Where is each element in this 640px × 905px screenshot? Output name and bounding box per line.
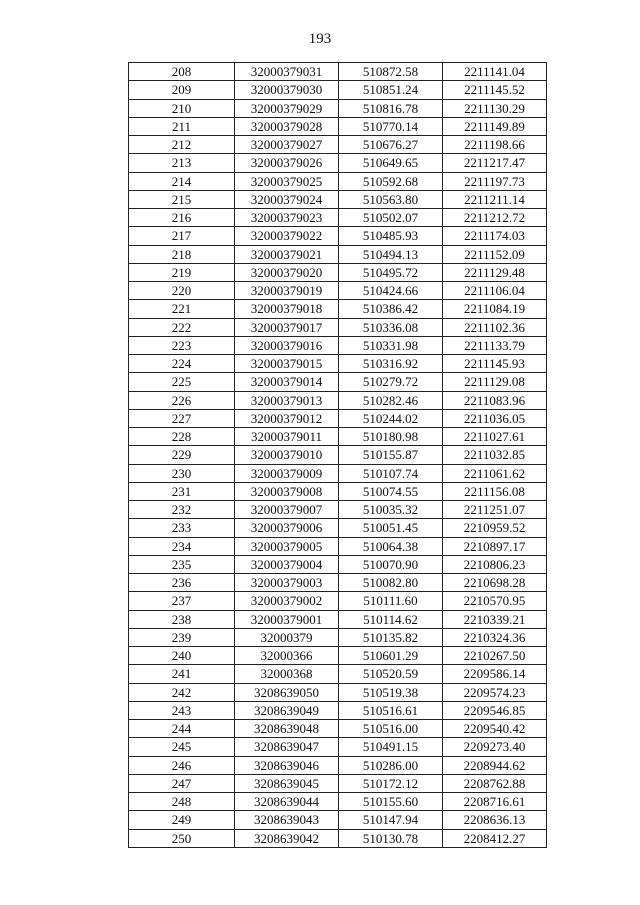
x-coordinate-cell: 510064.38	[339, 537, 443, 555]
row-number-cell: 211	[129, 117, 235, 135]
y-coordinate-cell: 2211032.85	[443, 446, 547, 464]
point-id-cell: 32000368	[235, 665, 339, 683]
table-row	[129, 610, 547, 628]
table-row	[129, 154, 547, 172]
x-coordinate-cell: 510180.98	[339, 428, 443, 446]
y-coordinate-cell: 2211152.09	[443, 245, 547, 263]
y-coordinate-cell: 2211211.14	[443, 190, 547, 208]
x-coordinate-cell: 510155.60	[339, 793, 443, 811]
row-number-cell: 208	[129, 63, 235, 81]
table-body	[129, 63, 547, 848]
table-row	[129, 683, 547, 701]
x-coordinate-cell: 510502.07	[339, 209, 443, 227]
x-coordinate-cell: 510563.80	[339, 190, 443, 208]
point-id-cell: 32000379013	[235, 391, 339, 409]
point-id-cell: 32000379015	[235, 355, 339, 373]
row-number-cell: 240	[129, 647, 235, 665]
row-number-cell: 244	[129, 720, 235, 738]
point-id-cell: 32000379031	[235, 63, 339, 81]
table-row	[129, 263, 547, 281]
row-number-cell: 233	[129, 519, 235, 537]
y-coordinate-cell: 2210698.28	[443, 574, 547, 592]
table-row	[129, 501, 547, 519]
table-row	[129, 738, 547, 756]
table-row	[129, 756, 547, 774]
row-number-cell: 221	[129, 300, 235, 318]
x-coordinate-cell: 510107.74	[339, 464, 443, 482]
y-coordinate-cell: 2208412.27	[443, 829, 547, 847]
row-number-cell: 246	[129, 756, 235, 774]
point-id-cell: 32000379016	[235, 336, 339, 354]
y-coordinate-cell: 2211212.72	[443, 209, 547, 227]
row-number-cell: 227	[129, 409, 235, 427]
y-coordinate-cell: 2209574.23	[443, 683, 547, 701]
table-row	[129, 555, 547, 573]
y-coordinate-cell: 2210267.50	[443, 647, 547, 665]
row-number-cell: 249	[129, 811, 235, 829]
point-id-cell: 3208639043	[235, 811, 339, 829]
point-id-cell: 32000379020	[235, 263, 339, 281]
x-coordinate-cell: 510135.82	[339, 628, 443, 646]
table-row	[129, 245, 547, 263]
row-number-cell: 245	[129, 738, 235, 756]
row-number-cell: 216	[129, 209, 235, 227]
x-coordinate-cell: 510872.58	[339, 63, 443, 81]
x-coordinate-cell: 510601.29	[339, 647, 443, 665]
y-coordinate-cell: 2211102.36	[443, 318, 547, 336]
table-row	[129, 701, 547, 719]
table-row	[129, 464, 547, 482]
page-number: 193	[308, 31, 332, 47]
table-row	[129, 665, 547, 683]
x-coordinate-cell: 510495.72	[339, 263, 443, 281]
row-number-cell: 243	[129, 701, 235, 719]
point-id-cell: 32000366	[235, 647, 339, 665]
point-id-cell: 3208639045	[235, 774, 339, 792]
table-row	[129, 628, 547, 646]
point-id-cell: 3208639046	[235, 756, 339, 774]
point-id-cell: 32000379019	[235, 282, 339, 300]
y-coordinate-cell: 2211251.07	[443, 501, 547, 519]
y-coordinate-cell: 2211133.79	[443, 336, 547, 354]
table-row	[129, 811, 547, 829]
point-id-cell: 32000379011	[235, 428, 339, 446]
x-coordinate-cell: 510649.65	[339, 154, 443, 172]
table-row	[129, 519, 547, 537]
point-id-cell: 3208639049	[235, 701, 339, 719]
x-coordinate-cell: 510286.00	[339, 756, 443, 774]
x-coordinate-cell: 510244.02	[339, 409, 443, 427]
x-coordinate-cell: 510070.90	[339, 555, 443, 573]
x-coordinate-cell: 510336.08	[339, 318, 443, 336]
point-id-cell: 32000379024	[235, 190, 339, 208]
x-coordinate-cell: 510494.13	[339, 245, 443, 263]
x-coordinate-cell: 510592.68	[339, 172, 443, 190]
x-coordinate-cell: 510770.14	[339, 117, 443, 135]
point-id-cell: 32000379001	[235, 610, 339, 628]
table-row	[129, 428, 547, 446]
x-coordinate-cell: 510316.92	[339, 355, 443, 373]
table-row	[129, 99, 547, 117]
point-id-cell: 3208639048	[235, 720, 339, 738]
point-id-cell: 32000379	[235, 628, 339, 646]
y-coordinate-cell: 2208762.88	[443, 774, 547, 792]
x-coordinate-cell: 510516.00	[339, 720, 443, 738]
y-coordinate-cell: 2209546.85	[443, 701, 547, 719]
row-number-cell: 232	[129, 501, 235, 519]
row-number-cell: 223	[129, 336, 235, 354]
x-coordinate-cell: 510279.72	[339, 373, 443, 391]
table-row	[129, 209, 547, 227]
x-coordinate-cell: 510282.46	[339, 391, 443, 409]
table-row	[129, 409, 547, 427]
x-coordinate-cell: 510035.32	[339, 501, 443, 519]
x-coordinate-cell: 510111.60	[339, 592, 443, 610]
table-row	[129, 190, 547, 208]
row-number-cell: 247	[129, 774, 235, 792]
y-coordinate-cell: 2209540.42	[443, 720, 547, 738]
x-coordinate-cell: 510520.59	[339, 665, 443, 683]
x-coordinate-cell: 510082.80	[339, 574, 443, 592]
x-coordinate-cell: 510485.93	[339, 227, 443, 245]
row-number-cell: 225	[129, 373, 235, 391]
point-id-cell: 32000379025	[235, 172, 339, 190]
row-number-cell: 212	[129, 136, 235, 154]
point-id-cell: 3208639042	[235, 829, 339, 847]
row-number-cell: 235	[129, 555, 235, 573]
table-row	[129, 373, 547, 391]
x-coordinate-cell: 510851.24	[339, 81, 443, 99]
row-number-cell: 226	[129, 391, 235, 409]
table-row	[129, 647, 547, 665]
x-coordinate-cell: 510519.38	[339, 683, 443, 701]
point-id-cell: 32000379030	[235, 81, 339, 99]
point-id-cell: 32000379006	[235, 519, 339, 537]
x-coordinate-cell: 510130.78	[339, 829, 443, 847]
y-coordinate-cell: 2208944.62	[443, 756, 547, 774]
x-coordinate-cell: 510424.66	[339, 282, 443, 300]
row-number-cell: 224	[129, 355, 235, 373]
y-coordinate-cell: 2211156.08	[443, 482, 547, 500]
table-row	[129, 117, 547, 135]
row-number-cell: 250	[129, 829, 235, 847]
row-number-cell: 242	[129, 683, 235, 701]
table-row	[129, 318, 547, 336]
point-id-cell: 32000379023	[235, 209, 339, 227]
row-number-cell: 222	[129, 318, 235, 336]
y-coordinate-cell: 2210959.52	[443, 519, 547, 537]
table-row	[129, 391, 547, 409]
row-number-cell: 241	[129, 665, 235, 683]
row-number-cell: 236	[129, 574, 235, 592]
y-coordinate-cell: 2211197.73	[443, 172, 547, 190]
row-number-cell: 209	[129, 81, 235, 99]
table-row	[129, 282, 547, 300]
point-id-cell: 32000379004	[235, 555, 339, 573]
x-coordinate-cell: 510147.94	[339, 811, 443, 829]
x-coordinate-cell: 510516.61	[339, 701, 443, 719]
y-coordinate-cell: 2210324.36	[443, 628, 547, 646]
y-coordinate-cell: 2211129.08	[443, 373, 547, 391]
table-row	[129, 482, 547, 500]
table-row	[129, 537, 547, 555]
table-row	[129, 774, 547, 792]
x-coordinate-cell: 510172.12	[339, 774, 443, 792]
table-row	[129, 592, 547, 610]
y-coordinate-cell: 2210897.17	[443, 537, 547, 555]
table-row	[129, 227, 547, 245]
coordinates-table	[128, 62, 547, 848]
row-number-cell: 213	[129, 154, 235, 172]
point-id-cell: 32000379008	[235, 482, 339, 500]
point-id-cell: 32000379010	[235, 446, 339, 464]
table-row	[129, 63, 547, 81]
table-row	[129, 446, 547, 464]
y-coordinate-cell: 2211036.05	[443, 409, 547, 427]
point-id-cell: 32000379022	[235, 227, 339, 245]
x-coordinate-cell: 510155.87	[339, 446, 443, 464]
y-coordinate-cell: 2211145.52	[443, 81, 547, 99]
point-id-cell: 32000379002	[235, 592, 339, 610]
y-coordinate-cell: 2211084.19	[443, 300, 547, 318]
y-coordinate-cell: 2208636.13	[443, 811, 547, 829]
y-coordinate-cell: 2210806.23	[443, 555, 547, 573]
row-number-cell: 248	[129, 793, 235, 811]
point-id-cell: 32000379029	[235, 99, 339, 117]
row-number-cell: 237	[129, 592, 235, 610]
row-number-cell: 214	[129, 172, 235, 190]
y-coordinate-cell: 2211149.89	[443, 117, 547, 135]
y-coordinate-cell: 2211083.96	[443, 391, 547, 409]
y-coordinate-cell: 2210339.21	[443, 610, 547, 628]
table-row	[129, 720, 547, 738]
y-coordinate-cell: 2209586.14	[443, 665, 547, 683]
row-number-cell: 239	[129, 628, 235, 646]
table-row	[129, 829, 547, 847]
point-id-cell: 3208639047	[235, 738, 339, 756]
row-number-cell: 229	[129, 446, 235, 464]
y-coordinate-cell: 2211027.61	[443, 428, 547, 446]
y-coordinate-cell: 2210570.95	[443, 592, 547, 610]
y-coordinate-cell: 2211145.93	[443, 355, 547, 373]
point-id-cell: 32000379028	[235, 117, 339, 135]
table-row	[129, 574, 547, 592]
y-coordinate-cell: 2211106.04	[443, 282, 547, 300]
row-number-cell: 217	[129, 227, 235, 245]
point-id-cell: 32000379007	[235, 501, 339, 519]
point-id-cell: 32000379018	[235, 300, 339, 318]
row-number-cell: 215	[129, 190, 235, 208]
y-coordinate-cell: 2211217.47	[443, 154, 547, 172]
row-number-cell: 230	[129, 464, 235, 482]
point-id-cell: 32000379009	[235, 464, 339, 482]
y-coordinate-cell: 2211174.03	[443, 227, 547, 245]
row-number-cell: 218	[129, 245, 235, 263]
point-id-cell: 3208639050	[235, 683, 339, 701]
y-coordinate-cell: 2211130.29	[443, 99, 547, 117]
table-row	[129, 81, 547, 99]
y-coordinate-cell: 2211141.04	[443, 63, 547, 81]
point-id-cell: 32000379005	[235, 537, 339, 555]
table-row	[129, 793, 547, 811]
row-number-cell: 234	[129, 537, 235, 555]
row-number-cell: 219	[129, 263, 235, 281]
point-id-cell: 32000379014	[235, 373, 339, 391]
x-coordinate-cell: 510331.98	[339, 336, 443, 354]
y-coordinate-cell: 2211129.48	[443, 263, 547, 281]
row-number-cell: 231	[129, 482, 235, 500]
x-coordinate-cell: 510074.55	[339, 482, 443, 500]
y-coordinate-cell: 2208716.61	[443, 793, 547, 811]
x-coordinate-cell: 510816.78	[339, 99, 443, 117]
y-coordinate-cell: 2209273.40	[443, 738, 547, 756]
x-coordinate-cell: 510386.42	[339, 300, 443, 318]
x-coordinate-cell: 510491.15	[339, 738, 443, 756]
y-coordinate-cell: 2211198.66	[443, 136, 547, 154]
row-number-cell: 238	[129, 610, 235, 628]
row-number-cell: 220	[129, 282, 235, 300]
row-number-cell: 210	[129, 99, 235, 117]
x-coordinate-cell: 510676.27	[339, 136, 443, 154]
point-id-cell: 3208639044	[235, 793, 339, 811]
row-number-cell: 228	[129, 428, 235, 446]
y-coordinate-cell: 2211061.62	[443, 464, 547, 482]
point-id-cell: 32000379026	[235, 154, 339, 172]
table-row	[129, 300, 547, 318]
point-id-cell: 32000379012	[235, 409, 339, 427]
point-id-cell: 32000379003	[235, 574, 339, 592]
point-id-cell: 32000379027	[235, 136, 339, 154]
point-id-cell: 32000379021	[235, 245, 339, 263]
x-coordinate-cell: 510051.45	[339, 519, 443, 537]
table-row	[129, 172, 547, 190]
point-id-cell: 32000379017	[235, 318, 339, 336]
table-row	[129, 336, 547, 354]
x-coordinate-cell: 510114.62	[339, 610, 443, 628]
table-row	[129, 355, 547, 373]
table-row	[129, 136, 547, 154]
